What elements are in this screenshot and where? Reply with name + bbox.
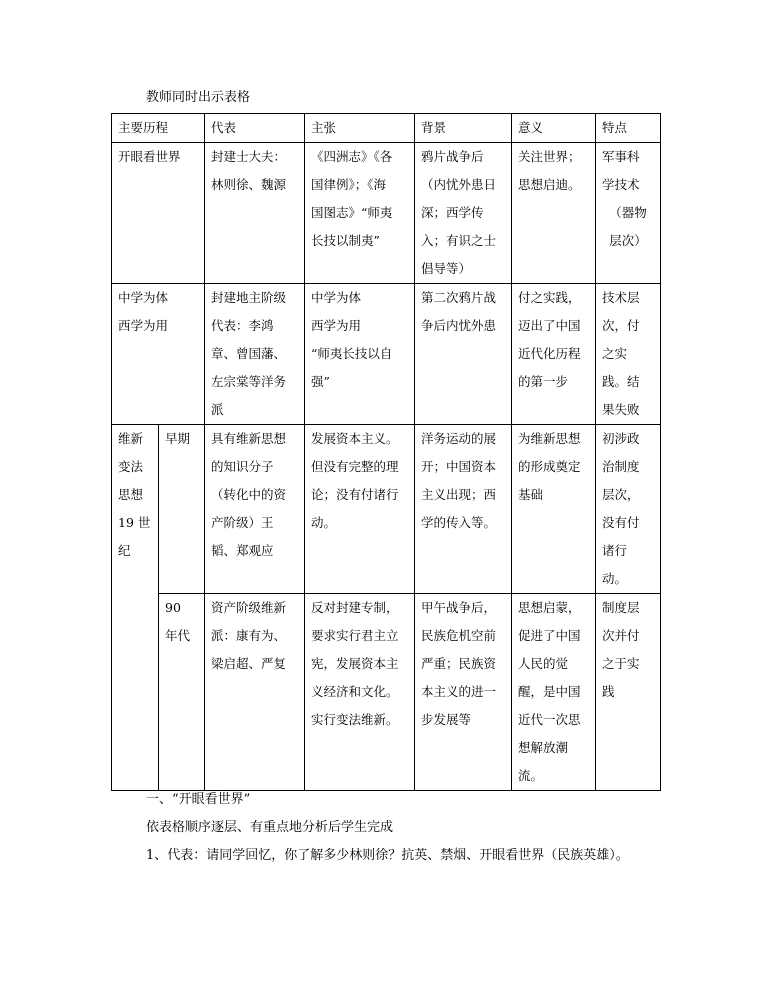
header-feature: 特点 xyxy=(596,114,661,143)
cell-stage: 开眼看世界 xyxy=(112,143,205,284)
table-caption: 教师同时出示表格 xyxy=(146,90,251,105)
cell-significance: 为维新思想 的形成奠定 基础 xyxy=(512,425,596,594)
cell-stage: 中学为体 西学为用 xyxy=(112,284,205,425)
cell-significance: 关注世界； 思想启迪。 xyxy=(512,143,596,284)
header-background: 背景 xyxy=(415,114,512,143)
cell-feature: 初涉政 治制度 层次， 没有付 诸行 动。 xyxy=(596,425,661,594)
cell-background: 甲午战争后， 民族危机空前 严重；民族资 本主义的进一 步发展等 xyxy=(415,594,512,791)
cell-representative: 资产阶级维新 派：康有为、 梁启超、严复 xyxy=(205,594,305,791)
cell-period: 早期 xyxy=(159,425,205,594)
cell-feature: 技术层 次，付 之实 践。结 果失败 xyxy=(596,284,661,425)
paragraph: 1、代表：请同学回忆，你了解多少林则徐？抗英、禁烟、开眼看世界（民族英雄）。 xyxy=(146,848,629,863)
header-significance: 意义 xyxy=(512,114,596,143)
cell-significance: 思想启蒙， 促进了中国 人民的觉 醒，是中国 近代一次思 想解放潮 流。 xyxy=(512,594,596,791)
cell-background: 鸦片战争后 （内忧外患日 深；西学传 入；有识之士 倡导等） xyxy=(415,143,512,284)
table-row xyxy=(112,284,661,425)
cell-claim: 《四洲志》《各 国律例》；《海 国图志》“师夷 长技以制夷” xyxy=(305,143,415,284)
cell-representative: 封建士大夫： 林则徐、魏源 xyxy=(205,143,305,284)
cell-background: 第二次鸦片战 争后内忧外患 xyxy=(415,284,512,425)
table-row xyxy=(112,594,661,791)
table-header-row xyxy=(112,114,661,143)
header-representative: 代表 xyxy=(205,114,305,143)
cell-claim: 反对封建专制， 要求实行君主立 宪，发展资本主 义经济和文化。 实行变法维新。 xyxy=(305,594,415,791)
cell-representative: 具有维新思想 的知识分子 （转化中的资 产阶级）王 韬、郑观应 xyxy=(205,425,305,594)
cell-claim: 中学为体 西学为用 “师夷长技以自 强” xyxy=(305,284,415,425)
cell-claim: 发展资本主义。 但没有完整的理 论；没有付诸行 动。 xyxy=(305,425,415,594)
cell-significance: 付之实践， 迈出了中国 近代化历程 的第一步 xyxy=(512,284,596,425)
cell-stage: 维新 变法 思想 19 世 纪 xyxy=(112,425,159,791)
cell-representative: 封建地主阶级 代表：李鸿 章、曾国藩、 左宗棠等洋务 派 xyxy=(205,284,305,425)
cell-feature: 制度层 次并付 之于实 践 xyxy=(596,594,661,791)
header-claim: 主张 xyxy=(305,114,415,143)
history-table xyxy=(111,113,661,791)
paragraph: 依表格顺序逐层、有重点地分析后学生完成 xyxy=(146,820,394,835)
cell-period: 90 年代 xyxy=(159,594,205,791)
cell-feature: 军事科 学技术 （器物 层次） xyxy=(596,143,661,284)
cell-background: 洋务运动的展 开；中国资本 主义出现；西 学的传入等。 xyxy=(415,425,512,594)
section-title: 一、“开眼看世界” xyxy=(146,792,251,807)
header-stage: 主要历程 xyxy=(112,114,205,143)
table-row xyxy=(112,143,661,284)
table-row xyxy=(112,425,661,594)
